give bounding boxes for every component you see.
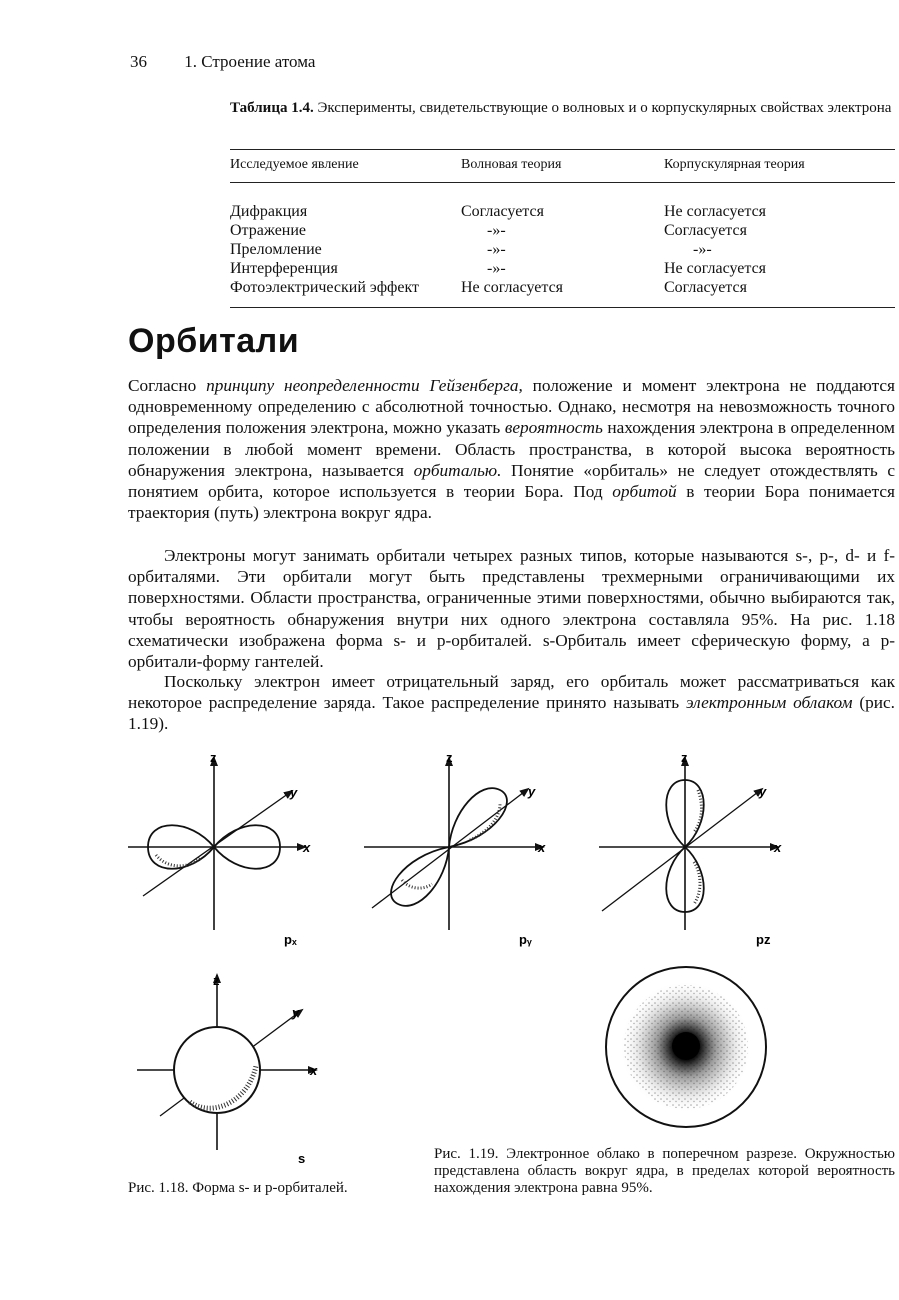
table-bottom-rule [230, 307, 895, 308]
text-span: (рис. 1.19). [128, 693, 895, 734]
table-cell: Преломление [230, 241, 322, 258]
axis-label-x: x [538, 840, 546, 855]
paragraph-3 [128, 671, 895, 735]
running-header [130, 52, 315, 72]
s-orbital-diagram [137, 973, 318, 1166]
italic-term: орбиталью. [413, 460, 502, 480]
table-top-rule [230, 149, 895, 150]
axis-label-z: z [446, 750, 453, 765]
table-cell: -»- [487, 222, 506, 239]
axis-label-z: z [213, 973, 220, 988]
table-header-rule [230, 182, 895, 183]
electron-cloud-diagram [606, 967, 766, 1127]
table-cell: Согласуется [664, 279, 747, 296]
axis-label-x: x [303, 840, 311, 855]
table-caption-text: Эксперименты, свидетельствующие о волновых и о корпускулярных свойствах электрона [317, 100, 892, 116]
table-cell: -»- [487, 260, 506, 277]
paragraph-2: Электроны могут занимать орбитали четырех разных типов, которые называются s-, p-, d- и f-орбиталями. Эти орбитали могут быть представлены трехмерными ограничивающими их поверхностями. Области пространства, ограниченные этими поверхностями, обычно выбираются так, чтобы вероятность обнаружения внутри них одного электрона составляла 95%. На рис. 1.18 схематически изображена форма s- и p-орбиталей. s-Орбиталь имеет сферическую форму, а p-орбитали-форму гантелей. [128, 546, 895, 672]
table-caption-label: Таблица 1.4. [230, 100, 314, 116]
page-number: 36 [130, 52, 147, 71]
axis-label-x: x [310, 1063, 318, 1078]
table-header-particle: Корпускулярная теория [664, 157, 805, 172]
label-px: pₓ [284, 932, 297, 947]
chapter-title: 1. Строение атома [184, 52, 316, 71]
text-span: Согласно [128, 376, 207, 395]
table-cell: -»- [487, 241, 506, 258]
pz-orbital-diagram [599, 750, 782, 930]
axis-label-z: z [681, 750, 688, 765]
table-header-phenomenon: Исследуемое явление [230, 157, 359, 172]
text-span: в теории Бора понимается траектория (путь) электрона вокруг ядра. [128, 482, 895, 523]
axis-label-y: y [292, 1005, 300, 1020]
table-cell: Фотоэлектрический эффект [230, 279, 419, 296]
table-header-wave: Волновая теория [461, 157, 562, 172]
table-cell: Не согласуется [664, 260, 767, 277]
section-title: Орбитали [128, 322, 300, 360]
label-py: pᵧ [519, 932, 532, 947]
figure-1-18-caption: Рис. 1.18. Форма s- и p-орбиталей. [128, 1180, 348, 1196]
py-orbital-diagram [364, 750, 546, 930]
text-span: Поскольку электрон имеет отрицательный заряд, его орбиталь может рассматриваться как некоторое распределение заряда. Такое распределение принято называть [128, 672, 895, 713]
paragraph-1 [128, 375, 895, 523]
table-caption [230, 100, 898, 117]
table-cell: -»- [693, 241, 712, 258]
table-cell: Не согласуется [664, 203, 767, 220]
label-s: s [298, 1151, 306, 1166]
table-cell: Отражение [230, 222, 307, 239]
text-span: нахождения электрона в определенном положении в любой момент времени. Область пространства, в которой высока вероятность обнаружения электрона, называется [128, 418, 895, 480]
italic-term: орбитой [612, 482, 677, 502]
figure-1-19-caption: Рис. 1.19. Электронное облако в поперечном разрезе. Окружностью представлена область вокруг ядра, в пределах которой вероятность нахождения электрона равна 95%. [434, 1146, 895, 1196]
table-cell: Согласуется [461, 203, 544, 220]
italic-term: вероятность [504, 418, 603, 438]
axis-label-y: y [528, 784, 536, 799]
orbital-figures [0, 740, 899, 1210]
table-cell: Интерференция [230, 260, 338, 277]
axis-label-z: z [210, 750, 217, 765]
italic-term: электронным облаком [685, 693, 853, 713]
px-orbital-diagram [128, 750, 311, 930]
table-cell: Не согласуется [461, 279, 564, 296]
text-span: Понятие «орбиталь» не следует отождествлять с понятием орбита, которое используется в теории Бора. Под [128, 460, 895, 502]
text-span: положение и момент электрона не поддаются одновременному определению с абсолютной точностью. Однако, несмотря на невозможность точного определения положения электрона, можно указать [128, 376, 895, 438]
axis-label-y: y [290, 785, 298, 800]
label-pz: pz [756, 932, 771, 947]
axis-label-y: y [759, 784, 767, 799]
table-cell: Дифракция [230, 203, 308, 220]
italic-term: принципу неопределенности Гейзенберга, [206, 376, 523, 395]
axis-label-x: x [774, 840, 782, 855]
table-cell: Согласуется [664, 222, 747, 239]
